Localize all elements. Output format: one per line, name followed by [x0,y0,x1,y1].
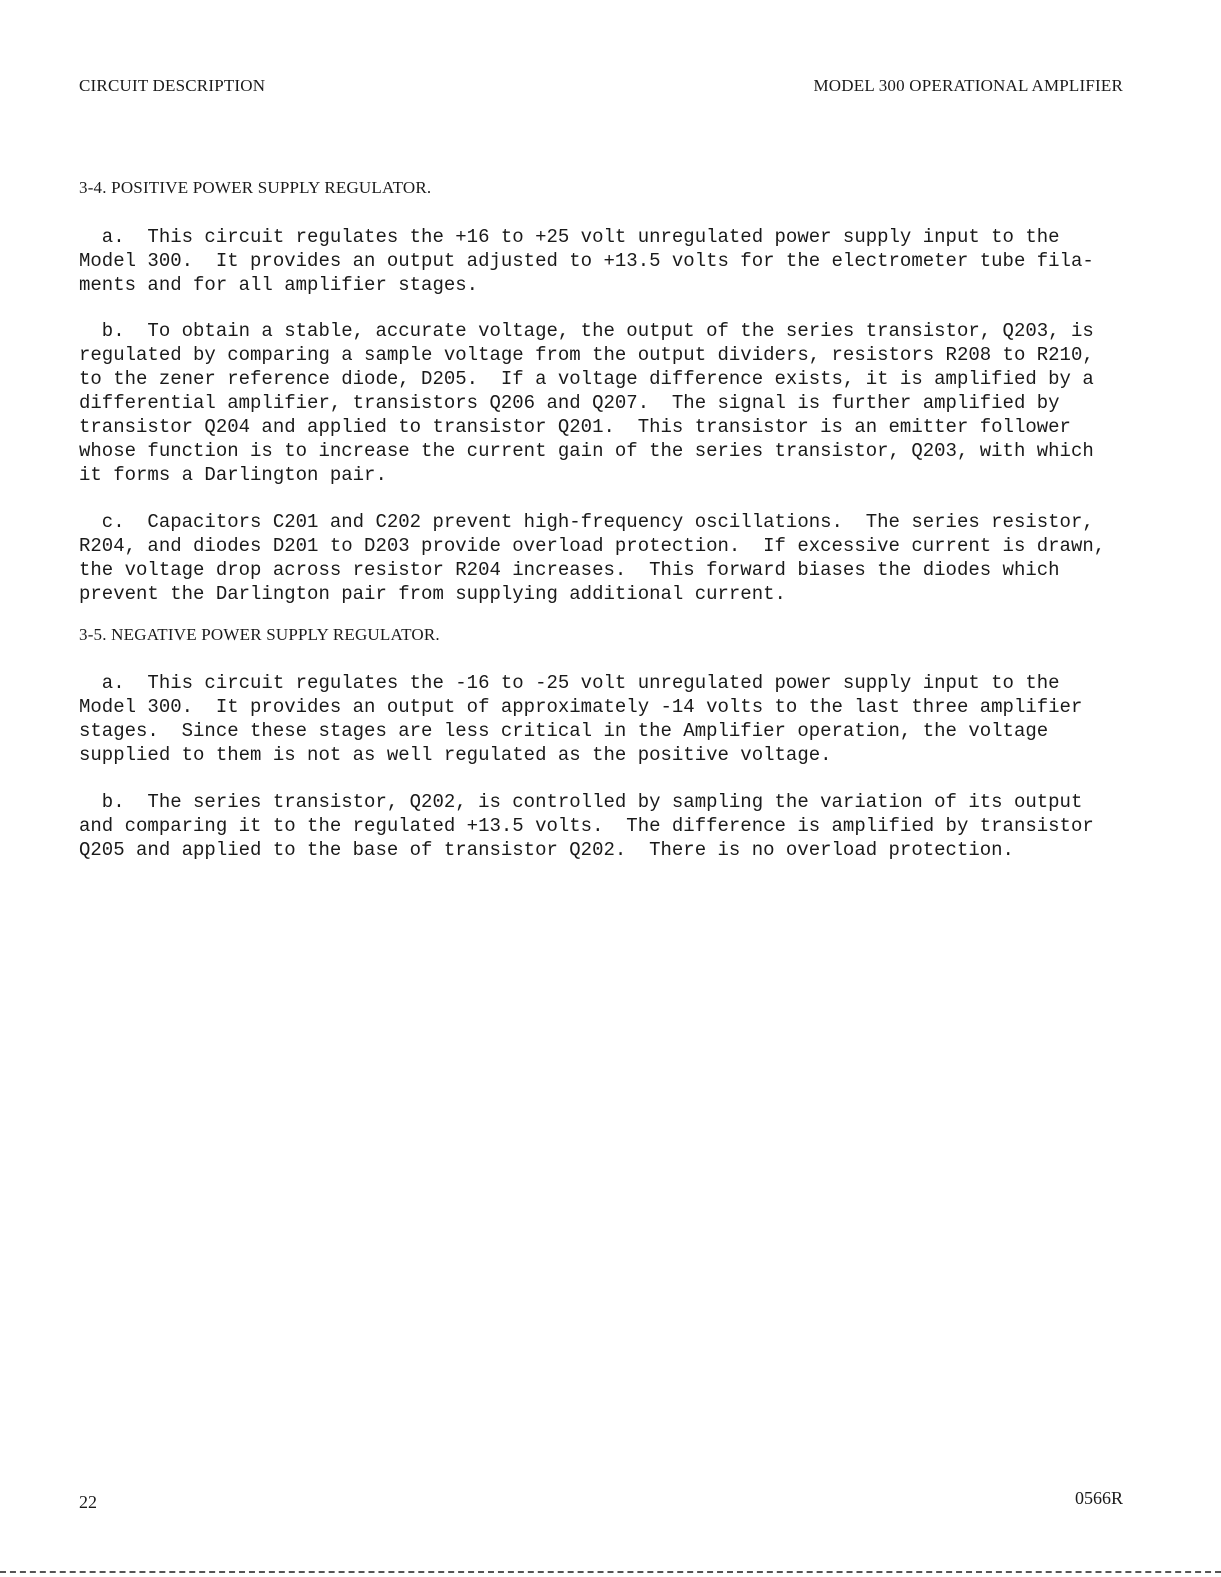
paragraph-3-4-c [79,510,1139,606]
paragraph-3-4-b [79,319,1139,487]
section-heading-negative-regulator: 3-5. NEGATIVE POWER SUPPLY REGULATOR. [79,625,440,644]
document-code: 0566R [1074,1488,1123,1508]
text-line: supplied to them is not as well regulated as the positive voltage. [79,744,832,766]
running-header-right: MODEL 300 OPERATIONAL AMPLIFIER [813,76,1123,95]
text-line: Model 300. It provides an output adjusted to +13.5 volts for the electrometer tube fila- [79,250,1094,272]
text-line: prevent the Darlington pair from supplying additional current. [79,583,786,605]
paragraph-3-4-a [79,225,1139,297]
text-line: R204, and diodes D201 to D203 provide overload protection. If excessive current is drawn, [79,535,1106,557]
text-line: whose function is to increase the current gain of the series transistor, Q203, with which [79,440,1094,462]
text-line: transistor Q204 and applied to transistor Q201. This transistor is an emitter follower [79,416,1071,438]
section-heading-positive-regulator: 3-4. POSITIVE POWER SUPPLY REGULATOR. [79,178,432,197]
text-line: Q205 and applied to the base of transistor Q202. There is no overload protection. [79,839,1014,861]
text-line: b. To obtain a stable, accurate voltage, the output of the series transistor, Q203, is [79,320,1094,342]
page-number: 22 [79,1492,97,1512]
text-line: stages. Since these stages are less critical in the Amplifier operation, the voltage [79,720,1049,742]
text-line: and comparing it to the regulated +13.5 volts. The difference is amplified by transistor [79,815,1094,837]
text-line: b. The series transistor, Q202, is controlled by sampling the variation of its output [79,791,1083,813]
text-line: the voltage drop across resistor R204 increases. This forward biases the diodes which [79,559,1060,581]
text-line: it forms a Darlington pair. [79,464,387,486]
page-bottom-rule [0,1571,1221,1573]
text-line: ments and for all amplifier stages. [79,274,479,296]
text-line: a. This circuit regulates the -16 to -25 volt unregulated power supply input to the [79,672,1060,694]
text-line: Model 300. It provides an output of approximately -14 volts to the last three amplifier [79,696,1083,718]
text-line: to the zener reference diode, D205. If a voltage difference exists, it is amplified by a [79,368,1094,390]
text-line: c. Capacitors C201 and C202 prevent high-frequency oscillations. The series resistor, [79,511,1094,533]
paragraph-3-5-b [79,790,1139,862]
text-line: differential amplifier, transistors Q206 and Q207. The signal is further amplified by [79,392,1060,414]
paragraph-3-5-a [79,671,1139,767]
running-header-left: CIRCUIT DESCRIPTION [79,76,266,95]
text-line: a. This circuit regulates the +16 to +25 volt unregulated power supply input to the [79,226,1060,248]
text-line: regulated by comparing a sample voltage from the output dividers, resistors R208 to R210, [79,344,1094,366]
